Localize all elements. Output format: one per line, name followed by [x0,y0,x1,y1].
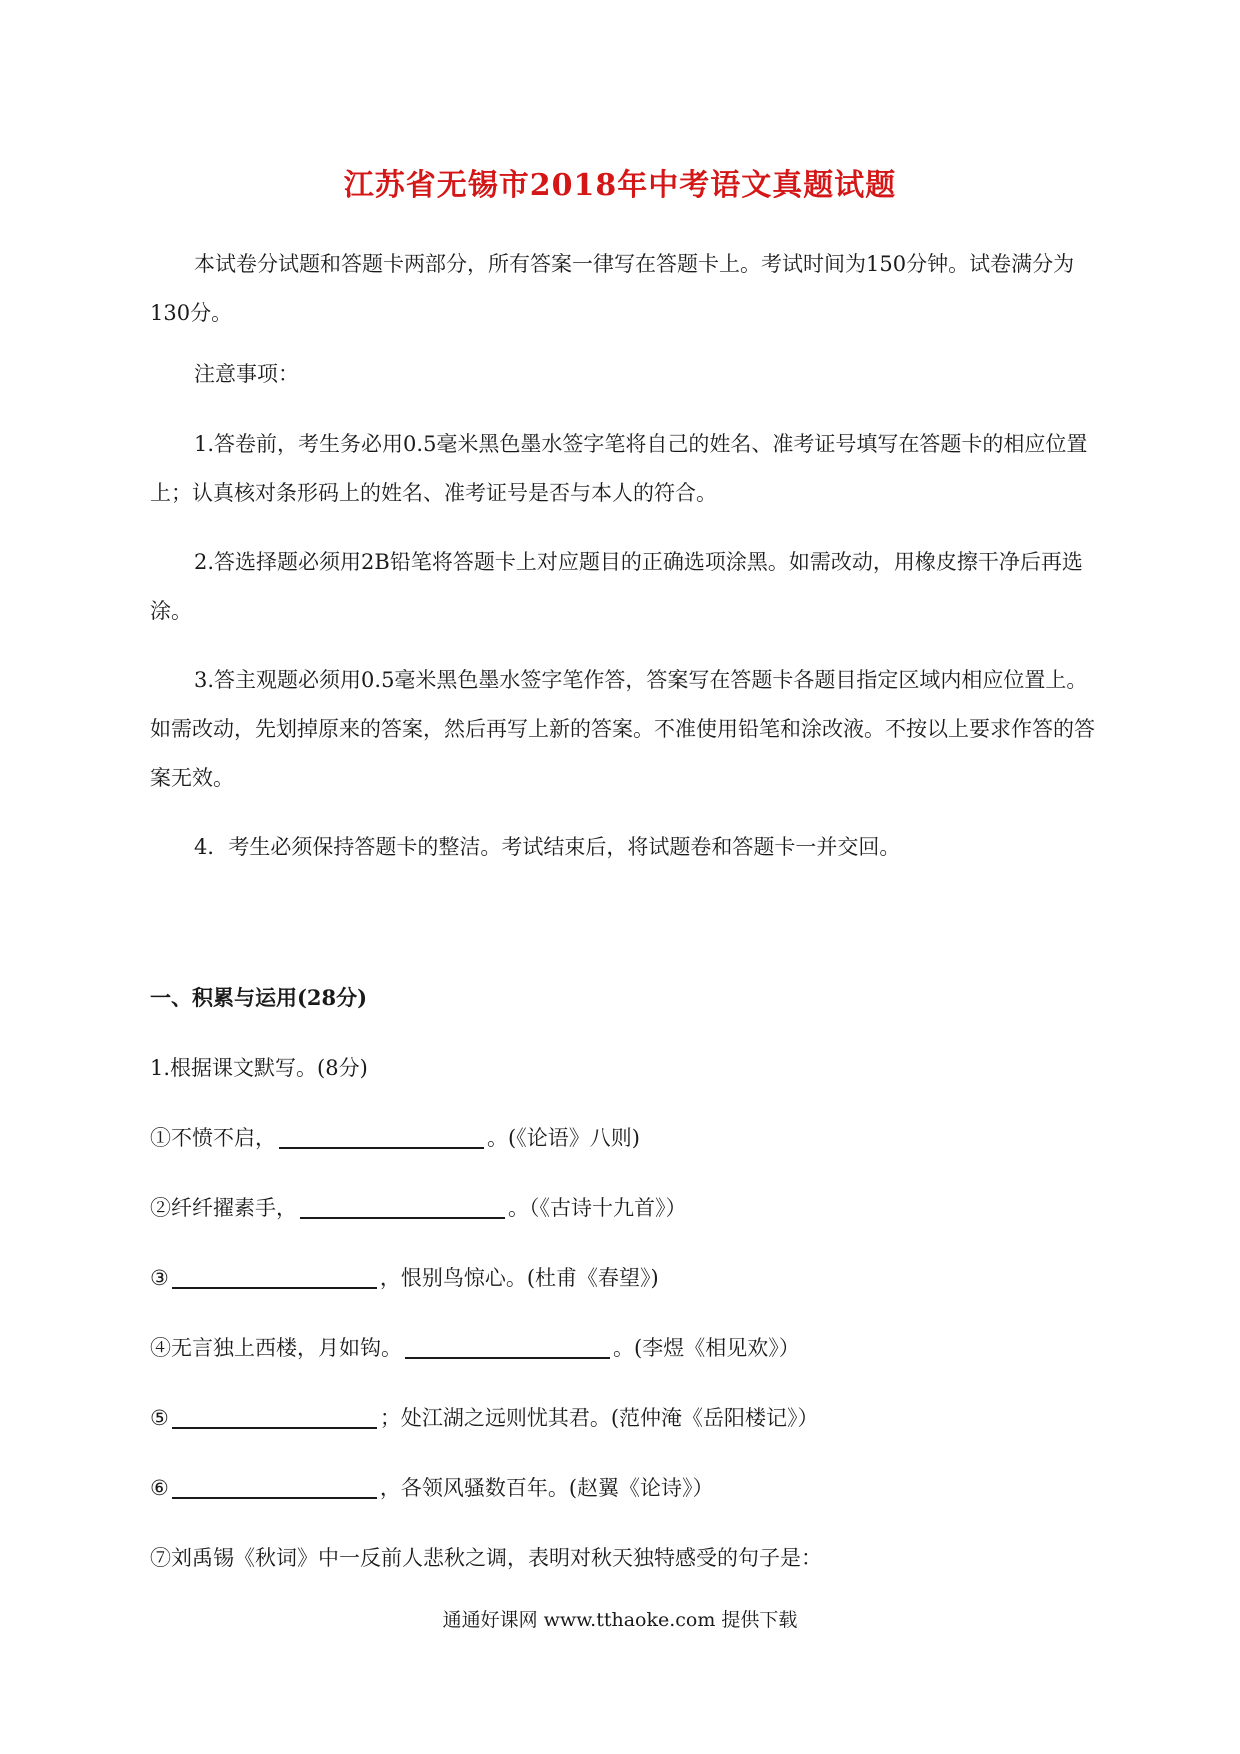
note-1: 1.答卷前，考生务必用0.5毫米黑色墨水签字笔将自己的姓名、准考证号填写在答题卡的相应位置上；认真核对条形码上的姓名、准考证号是否与本人的符合。 [150,432,1088,505]
note-4: 4．考生必须保持答题卡的整洁。考试结束后，将试题卷和答题卡一并交回。 [194,835,901,859]
item-prefix: ②纤纤擢素手， [150,1196,297,1220]
answer-blank [172,1475,377,1499]
answer-blank [300,1195,505,1219]
item-suffix: ，各领风骚数百年。(赵翼《论诗》） [379,1476,714,1500]
recite-item-1 [150,1122,1095,1152]
notes-heading: 注意事项： [194,362,299,386]
page-title: 江苏省无锡市2018年中考语文真题试题 [343,168,897,203]
item-suffix: ，恨别鸟惊心。(杜甫《春望》) [379,1266,659,1290]
answer-blank [172,1405,377,1429]
recite-item-5 [150,1402,1095,1432]
question-1: 1.根据课文默写。(8分) [150,1056,368,1080]
item-suffix: 。（《古诗十九首》） [508,1196,687,1220]
recite-item-2 [150,1192,1095,1222]
recite-item-7: ⑦刘禹锡《秋词》中一反前人悲秋之调，表明对秋天独特感受的句子是： [150,1546,822,1570]
note-3: 3.答主观题必须用0.5毫米黑色墨水签字笔作答，答案写在答题卡各题目指定区域内相应位置上。如需改动，先划掉原来的答案，然后再写上新的答案。不准使用铅笔和涂改液。不按以上要求作答的答案无效。 [150,668,1095,790]
recite-item-6 [150,1472,1095,1502]
section-heading: 一、积累与运用(28分) [150,985,368,1010]
item-suffix: 。(李煜《相见欢》） [613,1336,800,1360]
item-suffix: 。(《论语》八则) [487,1126,640,1150]
item-prefix: ④无言独上西楼，月如钩。 [150,1336,402,1360]
intro-paragraph: 本试卷分试题和答题卡两部分，所有答案一律写在答题卡上。考试时间为150分钟。试卷满分为130分。 [150,252,1075,325]
item-suffix: ；处江湖之远则忧其君。(范仲淹《岳阳楼记》） [379,1406,819,1430]
item-prefix: ⑤ [150,1406,169,1430]
item-prefix: ③ [150,1266,169,1290]
answer-blank [405,1335,610,1359]
page-footer: 通通好课网 www.tthaoke.com 提供下载 [442,1609,798,1631]
answer-blank [172,1265,377,1289]
item-prefix: ⑥ [150,1476,169,1500]
answer-blank [279,1125,484,1149]
item-prefix: ①不愤不启， [150,1126,276,1150]
recite-item-4 [150,1332,1095,1362]
note-2: 2.答选择题必须用2B铅笔将答题卡上对应题目的正确选项涂黑。如需改动，用橡皮擦干净后再选涂。 [150,550,1083,623]
recite-item-3 [150,1262,1095,1292]
